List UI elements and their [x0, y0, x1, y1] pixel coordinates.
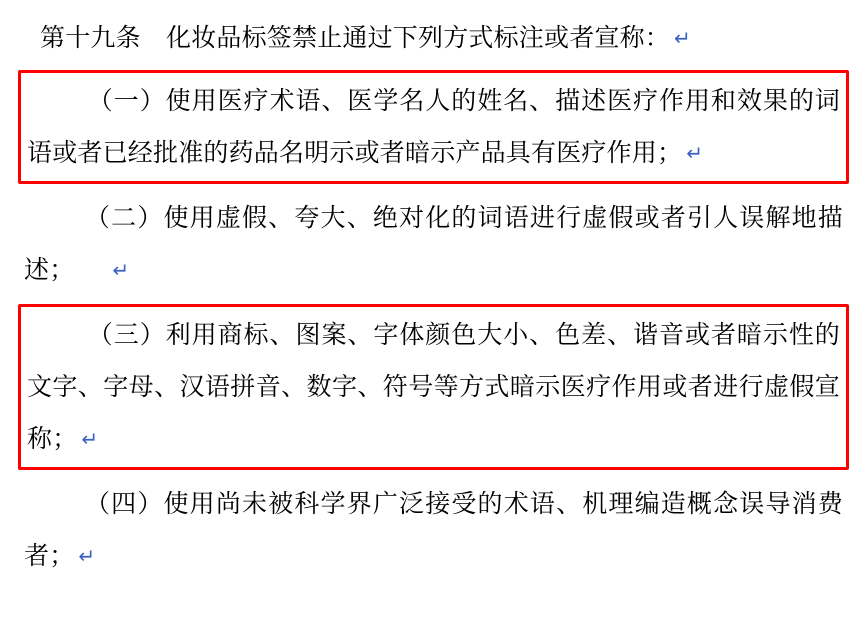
paragraph-text: （三）利用商标、图案、字体颜色大小、色差、谐音或者暗示性的文字、字母、汉语拼音、数字、符号等方式暗示医疗作用或者进行虚假宣称； [27, 321, 840, 453]
paragraph-text: （四）使用尚未被科学界广泛接受的术语、机理编造概念误导消费者； [24, 490, 843, 570]
paragraph-item-1 [18, 70, 849, 184]
paragraph-text: 第十九条 化妆品标签禁止通过下列方式标注或者宣称： [40, 24, 671, 52]
paragraph-text: （二）使用虚假、夸大、绝对化的词语进行虚假或者引人误解地描述； [24, 204, 843, 284]
paragraph-mark-icon: ↵ [78, 544, 96, 568]
paragraph-item-3 [18, 304, 849, 470]
paragraph-mark-icon: ↵ [112, 258, 130, 282]
paragraph-mark-icon: ↵ [686, 141, 704, 165]
paragraph-mark-icon: ↵ [81, 427, 99, 451]
paragraph-mark-icon: ↵ [674, 26, 691, 50]
paragraph-text: （一）使用医疗术语、医学名人的姓名、描述医疗作用和效果的词语或者已经批准的药品名明示或者暗示产品具有医疗作用； [27, 87, 840, 167]
paragraph-article-19-heading [18, 10, 849, 66]
paragraph-item-4 [18, 476, 849, 584]
paragraph-item-2 [18, 190, 849, 298]
